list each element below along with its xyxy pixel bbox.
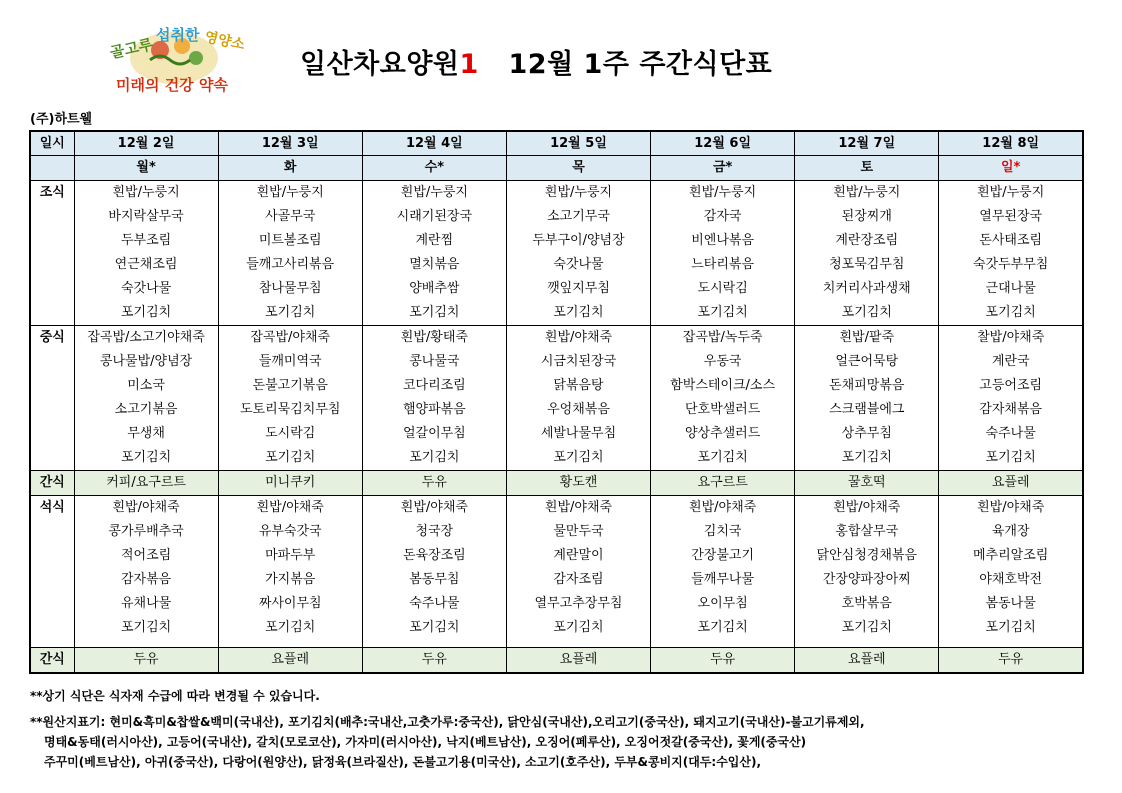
menu-item: 돈불고기볶음 [218, 374, 362, 398]
menu-item: 우동국 [651, 350, 795, 374]
dinner-row [30, 544, 1083, 568]
snack2-row [30, 648, 1083, 674]
menu-item: 스크램블에그 [795, 398, 939, 422]
lunch-row [30, 374, 1083, 398]
logo-text-2: 미래의 건강 약속 [116, 76, 228, 94]
logo-text-1c: 영양소 [203, 29, 247, 54]
dinner-row [30, 568, 1083, 592]
menu-item: 흰밥/누룽지 [506, 181, 650, 206]
snack-item: 두유 [362, 471, 506, 496]
dinner-label: 석식 [30, 496, 74, 641]
snack1-label: 간식 [30, 471, 74, 496]
snack-item: 미니쿠키 [218, 471, 362, 496]
weekly-menu-table [29, 130, 1084, 674]
menu-item: 무생채 [74, 422, 218, 446]
snack-item: 요구르트 [651, 471, 795, 496]
spacer-row [30, 640, 1083, 648]
menu-item: 두부구이/양념장 [506, 229, 650, 253]
snack-item: 커피/요구르트 [74, 471, 218, 496]
menu-item: 포기김치 [74, 446, 218, 471]
origin-line-2: 명태&동태(러시아산), 고등어(국내산), 갈치(모로코산), 가자미(러시아산), 낙지(베트남산), 오징어(페루산), 오징어젓갈(중국산), 꽃게(중국산) [44, 735, 807, 749]
logo-text-1b: 섭취한 [156, 26, 200, 44]
menu-item: 깻잎지무침 [506, 277, 650, 301]
menu-item: 흰밥/야채죽 [939, 496, 1083, 521]
menu-item: 포기김치 [795, 446, 939, 471]
weekday-cell: 금* [651, 156, 795, 181]
menu-item: 포기김치 [795, 301, 939, 326]
menu-item: 흰밥/누룽지 [74, 181, 218, 206]
menu-item: 가지볶음 [218, 568, 362, 592]
menu-item: 포기김치 [218, 301, 362, 326]
spacer-cell [651, 640, 795, 648]
logo-graphic [100, 20, 250, 100]
menu-item: 포기김치 [939, 301, 1083, 326]
menu-item: 포기김치 [362, 301, 506, 326]
snack-item: 황도캔 [506, 471, 650, 496]
snack-item: 요플레 [506, 648, 650, 674]
origin-line-3: 주꾸미(베트남산), 아귀(중국산), 다랑어(원양산), 닭정육(브라질산), 돈불고기용(미국산), 소고기(호주산), 두부&콩비지(대두:수입산), [44, 755, 762, 769]
breakfast-row [30, 205, 1083, 229]
menu-item: 돈사태조림 [939, 229, 1083, 253]
menu-item: 단호박샐러드 [651, 398, 795, 422]
menu-item: 포기김치 [651, 301, 795, 326]
spacer-cell [362, 640, 506, 648]
menu-item: 흰밥/야채죽 [362, 496, 506, 521]
menu-item: 잡곡밥/녹두죽 [651, 326, 795, 351]
menu-item: 오이무침 [651, 592, 795, 616]
menu-item: 흰밥/야채죽 [506, 326, 650, 351]
menu-item: 포기김치 [362, 446, 506, 471]
weekday-label-empty [30, 156, 74, 181]
weekday-cell: 목 [506, 156, 650, 181]
menu-item: 마파두부 [218, 544, 362, 568]
menu-item: 소고기무국 [506, 205, 650, 229]
lunch-row [30, 446, 1083, 471]
snack-item: 요플레 [795, 648, 939, 674]
menu-item: 홍합살무국 [795, 520, 939, 544]
weekday-cell: 월* [74, 156, 218, 181]
menu-item: 포기김치 [795, 616, 939, 640]
logo [100, 20, 250, 100]
menu-item: 들깨미역국 [218, 350, 362, 374]
company-name: (주)하트웰 [30, 112, 93, 127]
spacer-cell [74, 640, 218, 648]
menu-item: 계란찜 [362, 229, 506, 253]
menu-item: 흰밥/누룽지 [939, 181, 1083, 206]
menu-item: 닭안심청경채볶음 [795, 544, 939, 568]
snack-item: 두유 [939, 648, 1083, 674]
menu-item: 얼큰어묵탕 [795, 350, 939, 374]
menu-item: 포기김치 [218, 446, 362, 471]
dinner-row [30, 496, 1083, 521]
menu-item: 돈육장조림 [362, 544, 506, 568]
page-title [300, 42, 772, 81]
menu-item: 포기김치 [74, 616, 218, 640]
lunch-row [30, 350, 1083, 374]
menu-item: 들깨무나물 [651, 568, 795, 592]
menu-item: 계란국 [939, 350, 1083, 374]
menu-item: 흰밥/황태죽 [362, 326, 506, 351]
date-cell: 12월 4일 [362, 131, 506, 156]
breakfast-row [30, 229, 1083, 253]
menu-item: 감자조림 [506, 568, 650, 592]
menu-item: 비엔나볶음 [651, 229, 795, 253]
change-notice: **상기 식단은 식자재 수급에 따라 변경될 수 있습니다. [30, 689, 320, 703]
weekday-cell-sunday: 일* [939, 156, 1083, 181]
menu-item: 시금치된장국 [506, 350, 650, 374]
lunch-row [30, 422, 1083, 446]
menu-item: 상추무침 [795, 422, 939, 446]
snack-item: 요플레 [939, 471, 1083, 496]
menu-item: 봄동나물 [939, 592, 1083, 616]
date-cell: 12월 2일 [74, 131, 218, 156]
menu-item: 청포묵김무침 [795, 253, 939, 277]
weekday-cell: 화 [218, 156, 362, 181]
menu-item: 느타리볶음 [651, 253, 795, 277]
menu-item: 바지락살무국 [74, 205, 218, 229]
menu-item: 흰밥/누룽지 [362, 181, 506, 206]
menu-item: 유채나물 [74, 592, 218, 616]
menu-item: 육개장 [939, 520, 1083, 544]
menu-item: 간장불고기 [651, 544, 795, 568]
lunch-row [30, 326, 1083, 351]
breakfast-row [30, 253, 1083, 277]
menu-item: 미소국 [74, 374, 218, 398]
menu-item: 고등어조림 [939, 374, 1083, 398]
spacer-cell [30, 640, 74, 648]
menu-item: 계란장조림 [795, 229, 939, 253]
menu-item: 감자국 [651, 205, 795, 229]
menu-item: 포기김치 [651, 446, 795, 471]
menu-item: 흰밥/누룽지 [651, 181, 795, 206]
menu-item: 흰밥/야채죽 [74, 496, 218, 521]
weekday-cell: 수* [362, 156, 506, 181]
snack-item: 두유 [74, 648, 218, 674]
menu-item: 코다리조림 [362, 374, 506, 398]
menu-item: 흰밥/누룽지 [795, 181, 939, 206]
spacer-cell [939, 640, 1083, 648]
menu-item: 닭볶음탕 [506, 374, 650, 398]
menu-item: 잡곡밥/소고기야채죽 [74, 326, 218, 351]
menu-item: 들깨고사리볶음 [218, 253, 362, 277]
menu-item: 멸치볶음 [362, 253, 506, 277]
menu-item: 도토리묵김치무침 [218, 398, 362, 422]
snack2-label: 간식 [30, 648, 74, 674]
menu-item: 포기김치 [939, 446, 1083, 471]
menu-item: 간장양파장아찌 [795, 568, 939, 592]
menu-item: 포기김치 [506, 446, 650, 471]
spacer-cell [506, 640, 650, 648]
dinner-row [30, 616, 1083, 640]
weekday-row [30, 156, 1083, 181]
breakfast-row [30, 277, 1083, 301]
snack-item: 두유 [651, 648, 795, 674]
menu-item: 흰밥/누룽지 [218, 181, 362, 206]
menu-item: 숙주나물 [939, 422, 1083, 446]
menu-item: 김치국 [651, 520, 795, 544]
lunch-row [30, 398, 1083, 422]
menu-item: 계란말이 [506, 544, 650, 568]
menu-item: 포기김치 [362, 616, 506, 640]
menu-item: 열무고추장무침 [506, 592, 650, 616]
origin-line-1: **원산지표기: 현미&흑미&찹쌀&백미(국내산), 포기김치(배추:국내산,고춧가루:중국산), 닭안심(국내산),오리고기(중국산), 돼지고기(국내산)-불고기류제외, [30, 715, 865, 729]
menu-item: 함박스테이크/소스 [651, 374, 795, 398]
menu-item: 숙주나물 [362, 592, 506, 616]
menu-item: 양상추샐러드 [651, 422, 795, 446]
menu-item: 흰밥/야채죽 [651, 496, 795, 521]
menu-item: 잡곡밥/야채죽 [218, 326, 362, 351]
menu-item: 두부조림 [74, 229, 218, 253]
menu-item: 햄양파볶음 [362, 398, 506, 422]
menu-item: 호박볶음 [795, 592, 939, 616]
dinner-row [30, 520, 1083, 544]
menu-item: 포기김치 [506, 301, 650, 326]
menu-item: 사골무국 [218, 205, 362, 229]
menu-item: 연근채조림 [74, 253, 218, 277]
snack1-row [30, 471, 1083, 496]
menu-item: 미트볼조림 [218, 229, 362, 253]
menu-item: 흰밥/야채죽 [218, 496, 362, 521]
menu-item: 도시락김 [651, 277, 795, 301]
menu-item: 포기김치 [218, 616, 362, 640]
menu-item: 양배추쌈 [362, 277, 506, 301]
menu-item: 감자채볶음 [939, 398, 1083, 422]
title-main: 일산차요양원 [300, 49, 460, 80]
menu-item: 콩나물밥/양념장 [74, 350, 218, 374]
menu-item: 포기김치 [939, 616, 1083, 640]
menu-item: 포기김치 [74, 301, 218, 326]
spacer-cell [218, 640, 362, 648]
menu-item: 열무된장국 [939, 205, 1083, 229]
menu-item: 흰밥/야채죽 [795, 496, 939, 521]
date-cell: 12월 3일 [218, 131, 362, 156]
menu-item: 유부숙갓국 [218, 520, 362, 544]
menu-item: 짜사이무침 [218, 592, 362, 616]
header-label: 일시 [30, 131, 74, 156]
date-cell: 12월 5일 [506, 131, 650, 156]
date-cell: 12월 6일 [651, 131, 795, 156]
date-cell: 12월 7일 [795, 131, 939, 156]
menu-item: 도시락김 [218, 422, 362, 446]
date-header-row [30, 131, 1083, 156]
title-rest: 12월 1주 주간식단표 [478, 49, 773, 80]
menu-item: 소고기볶음 [74, 398, 218, 422]
notes [30, 686, 865, 772]
menu-item: 치커리사과생채 [795, 277, 939, 301]
menu-item: 된장찌개 [795, 205, 939, 229]
menu-item: 흰밥/야채죽 [506, 496, 650, 521]
breakfast-row [30, 301, 1083, 326]
lunch-label: 중식 [30, 326, 74, 471]
menu-item: 포기김치 [651, 616, 795, 640]
snack-item: 두유 [362, 648, 506, 674]
menu-item: 적어조림 [74, 544, 218, 568]
menu-item: 세발나물무침 [506, 422, 650, 446]
spacer-cell [795, 640, 939, 648]
menu-item: 야채호박전 [939, 568, 1083, 592]
logo-text-1a: 골고루 [108, 35, 155, 62]
breakfast-label: 조식 [30, 181, 74, 326]
snack-item: 요플레 [218, 648, 362, 674]
menu-item: 포기김치 [506, 616, 650, 640]
menu-item: 찰밥/야채죽 [939, 326, 1083, 351]
menu-item: 근대나물 [939, 277, 1083, 301]
menu-item: 감자볶음 [74, 568, 218, 592]
title-accent: 1 [459, 49, 479, 80]
dinner-row [30, 592, 1083, 616]
menu-item: 참나물무침 [218, 277, 362, 301]
weekday-cell: 토 [795, 156, 939, 181]
menu-item: 얼갈이무침 [362, 422, 506, 446]
menu-item: 숙갓두부무침 [939, 253, 1083, 277]
menu-item: 흰밥/팥죽 [795, 326, 939, 351]
snack-item: 꿀호떡 [795, 471, 939, 496]
menu-item: 시래기된장국 [362, 205, 506, 229]
date-cell: 12월 8일 [939, 131, 1083, 156]
menu-item: 청국장 [362, 520, 506, 544]
menu-item: 돈채피망볶음 [795, 374, 939, 398]
menu-item: 콩나물국 [362, 350, 506, 374]
menu-item: 봄동무침 [362, 568, 506, 592]
menu-item: 숙갓나물 [74, 277, 218, 301]
breakfast-row [30, 181, 1083, 206]
menu-item: 우엉채볶음 [506, 398, 650, 422]
menu-item: 물만두국 [506, 520, 650, 544]
menu-item: 메추리알조림 [939, 544, 1083, 568]
menu-item: 콩가루배추국 [74, 520, 218, 544]
menu-item: 숙갓나물 [506, 253, 650, 277]
